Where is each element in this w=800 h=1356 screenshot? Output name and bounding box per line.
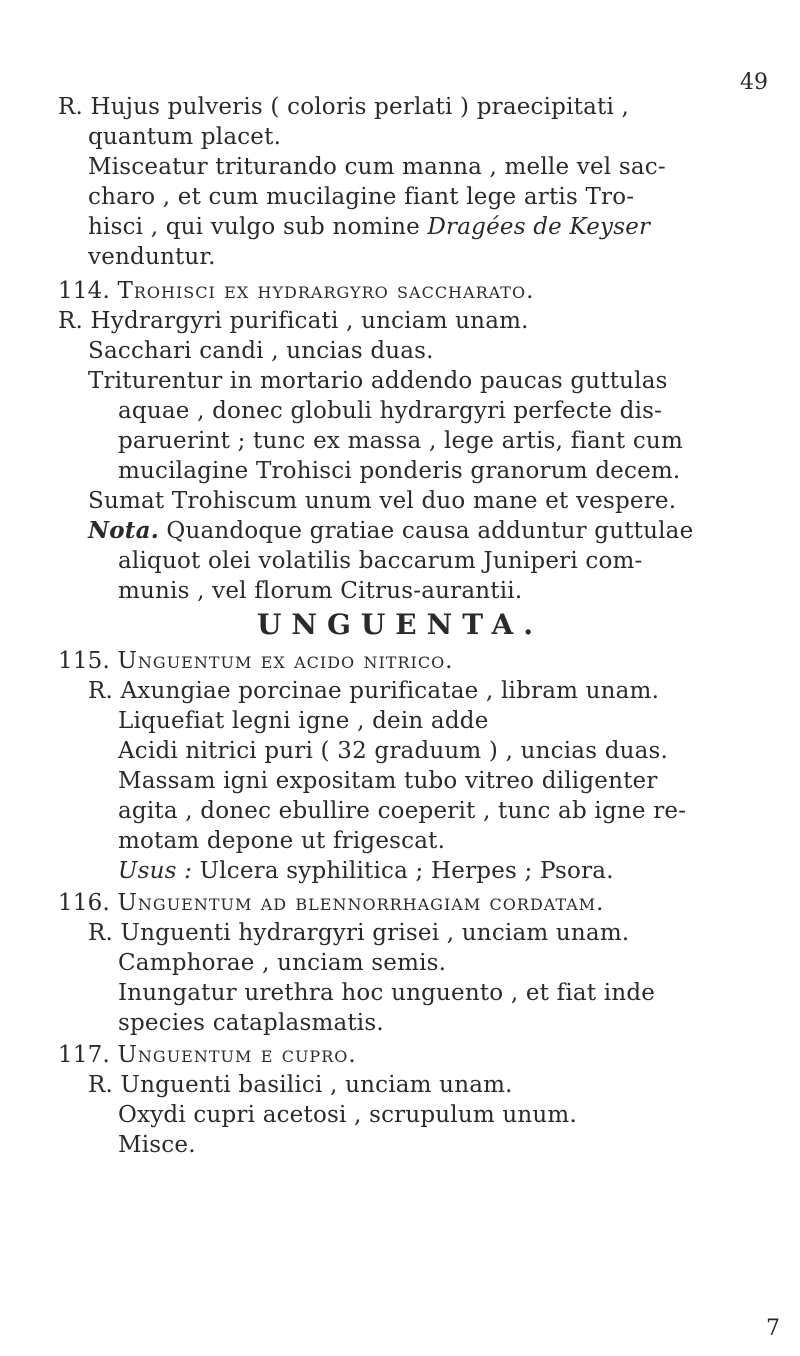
usus-label: Usus : xyxy=(118,858,193,884)
text-line xyxy=(88,212,650,242)
text-line: Misce. xyxy=(118,1132,196,1158)
section-title: Unguentum ex acido nitrico. xyxy=(117,648,454,674)
section-title: Unguentum ad blennorrhagiam cordatam. xyxy=(117,890,605,916)
note-label: Nota. xyxy=(88,517,159,544)
italic-product-name: Dragées de Keyser xyxy=(427,214,651,240)
text-line: Misceatur triturando cum manna , melle vel sac- xyxy=(88,154,666,180)
section-heading xyxy=(58,646,454,676)
text-line: Sumat Trohiscum unum vel duo mane et vespere. xyxy=(88,488,677,514)
text-line: Massam igni expositam tubo vitreo diligenter xyxy=(118,768,658,794)
section-number: 114. xyxy=(58,278,111,304)
text-line: R. Hujus pulveris ( coloris perlati ) praecipitati , xyxy=(58,94,630,120)
signature-mark: 7 xyxy=(766,1316,780,1341)
text-line: Liquefiat legni igne , dein adde xyxy=(118,708,489,734)
text-line: venduntur. xyxy=(88,244,216,270)
section-heading xyxy=(58,276,534,306)
text-line: Triturentur in mortario addendo paucas guttulas xyxy=(88,368,668,394)
section-heading xyxy=(58,1040,357,1070)
section-heading xyxy=(58,888,605,918)
text-line: Sacchari candi , uncias duas. xyxy=(88,338,434,364)
text-line: aquae , donec globuli hydrargyri perfecte dis- xyxy=(118,398,663,424)
text-line: Oxydi cupri acetosi , scrupulum unum. xyxy=(118,1102,577,1128)
text-line xyxy=(118,856,614,886)
section-title: Trohisci ex hydrargyro saccharato. xyxy=(117,278,535,304)
text-line: quantum placet. xyxy=(88,124,282,150)
text-line: agita , donec ebullire coeperit , tunc ab igne re- xyxy=(118,798,687,824)
text-line: Inungatur urethra hoc unguento , et fiat inde xyxy=(118,980,656,1006)
text-span: Quandoque gratiae causa adduntur guttulae xyxy=(166,518,694,544)
section-number: 116. xyxy=(58,890,111,916)
text-line: R. Unguenti basilici , unciam unam. xyxy=(88,1072,513,1098)
section-number: 117. xyxy=(58,1042,111,1068)
text-line: paruerint ; tunc ex massa , lege artis, fiant cum xyxy=(118,428,683,454)
section-title: Unguentum e cupro. xyxy=(117,1042,357,1068)
text-line: R. Hydrargyri purificati , unciam unam. xyxy=(58,308,529,334)
chapter-title: UNGUENTA. xyxy=(256,608,544,641)
text-line: charo , et cum mucilagine fiant lege artis Tro- xyxy=(88,184,635,210)
text-line: Acidi nitrici puri ( 32 graduum ) , uncias duas. xyxy=(118,738,669,764)
text-line: mucilagine Trohisci ponderis granorum decem. xyxy=(118,458,681,484)
text-line: motam depone ut frigescat. xyxy=(118,828,446,854)
text-span: Ulcera syphilitica ; Herpes ; Psora. xyxy=(199,858,614,884)
text-line: species cataplasmatis. xyxy=(118,1010,384,1036)
text-line: munis , vel florum Citrus-aurantii. xyxy=(118,578,523,604)
text-line xyxy=(88,516,693,546)
text-line: Camphorae , unciam semis. xyxy=(118,950,447,976)
page-number: 49 xyxy=(740,70,768,95)
text-line: R. Axungiae porcinae purificatae , libram unam. xyxy=(88,678,660,704)
text-line: R. Unguenti hydrargyri grisei , unciam unam. xyxy=(88,920,630,946)
section-number: 115. xyxy=(58,648,111,674)
text-span: hisci , qui vulgo sub nomine xyxy=(88,214,420,240)
text-line: aliquot olei volatilis baccarum Juniperi com- xyxy=(118,548,643,574)
